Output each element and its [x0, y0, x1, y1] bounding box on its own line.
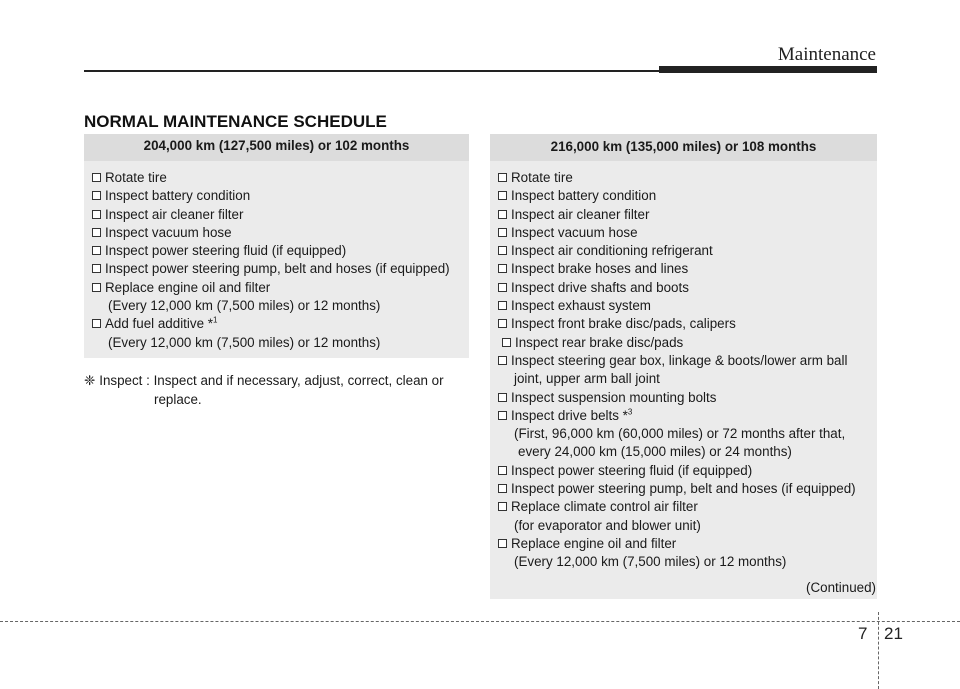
list-item: Rotate tire [92, 169, 469, 187]
list-item: Inspect battery condition [498, 187, 877, 205]
footnote-marker: 3 [627, 407, 633, 417]
item-detail: joint, upper arm ball joint [514, 371, 660, 387]
header-rule [84, 70, 659, 72]
checkbox-icon [498, 356, 507, 365]
checkbox-icon [498, 502, 507, 511]
checkbox-icon [92, 319, 101, 328]
checkbox-icon [498, 319, 507, 328]
chapter-number: 7 [858, 624, 868, 643]
list-item: Inspect vacuum hose [498, 224, 877, 242]
item-detail: (Every 12,000 km (7,500 miles) or 12 months) [108, 334, 381, 350]
checkbox-icon [498, 210, 507, 219]
checkbox-icon [498, 466, 507, 475]
checkbox-icon [498, 393, 507, 402]
checkbox-icon [498, 484, 507, 493]
checkbox-icon [502, 338, 511, 347]
item-detail: (for evaporator and blower unit) [514, 517, 701, 533]
checkbox-icon [92, 283, 101, 292]
list-item: Inspect drive shafts and boots [498, 279, 877, 297]
checkbox-icon [498, 246, 507, 255]
page-number: 21 [884, 624, 903, 643]
continued-label: (Continued) [806, 580, 876, 595]
list-item: Inspect air cleaner filter [92, 206, 469, 224]
list-item: Replace climate control air filter [498, 498, 877, 516]
list-item: Inspect power steering pump, belt and hoses (if equipped) [498, 480, 877, 498]
note-text: Inspect : Inspect and if necessary, adjust, correct, clean or [99, 373, 444, 388]
checkbox-icon [498, 539, 507, 548]
note-text-cont: replace. [154, 391, 202, 407]
list-item: Inspect battery condition [92, 187, 469, 205]
list-item: Inspect drive belts *$^3$ [498, 407, 877, 425]
list-item: Inspect vacuum hose [92, 224, 469, 242]
footer-rule [0, 621, 960, 622]
note-line [84, 372, 469, 391]
checkbox-icon [498, 173, 507, 182]
header-rule-accent [659, 66, 877, 73]
checkbox-icon [92, 246, 101, 255]
checkbox-icon [498, 191, 507, 200]
item-detail: (Every 12,000 km (7,500 miles) or 12 months) [108, 298, 381, 314]
item-detail: every 24,000 km (15,000 miles) or 24 months) [518, 444, 792, 460]
checkbox-icon [92, 264, 101, 273]
header-title: Maintenance [777, 44, 876, 65]
item-detail: (Every 12,000 km (7,500 miles) or 12 months) [514, 554, 787, 570]
checklist [84, 161, 469, 352]
inspect-note [84, 372, 469, 409]
footer-divider [878, 612, 879, 689]
schedule-panel-216000 [490, 134, 877, 599]
item-detail: (First, 96,000 km (60,000 miles) or 72 months after that, [514, 426, 846, 442]
list-item: Inspect air cleaner filter [498, 206, 877, 224]
checkbox-icon [92, 210, 101, 219]
panel-heading: 204,000 km (127,500 miles) or 102 months [84, 134, 469, 161]
checkbox-icon [498, 283, 507, 292]
list-item: Inspect exhaust system [498, 297, 877, 315]
list-item: Inspect steering gear box, linkage & boots/lower arm ball [498, 352, 877, 370]
checkbox-icon [498, 301, 507, 310]
checkbox-icon [498, 264, 507, 273]
checkbox-icon [498, 411, 507, 420]
list-item: Inspect air conditioning refrigerant [498, 242, 877, 260]
list-item: Replace engine oil and filter [498, 535, 877, 553]
list-item: Inspect power steering pump, belt and hoses (if equipped) [92, 260, 469, 278]
list-item: Add fuel additive *$^1$ [92, 315, 469, 333]
checklist [490, 161, 877, 572]
list-item: Rotate tire [498, 169, 877, 187]
list-item: Inspect power steering fluid (if equipped) [92, 242, 469, 260]
section-title: NORMAL MAINTENANCE SCHEDULE [84, 112, 387, 131]
checkbox-icon [498, 228, 507, 237]
list-item: Inspect front brake disc/pads, calipers [498, 315, 877, 333]
list-item: Inspect brake hoses and lines [498, 260, 877, 278]
panel-heading: 216,000 km (135,000 miles) or 108 months [490, 134, 877, 161]
note-mark-icon: ❈ [84, 373, 96, 388]
list-item: Inspect power steering fluid (if equipped) [498, 462, 877, 480]
schedule-panel-204000 [84, 134, 469, 358]
list-item: Inspect rear brake disc/pads [498, 334, 877, 352]
checkbox-icon [92, 173, 101, 182]
list-item: Replace engine oil and filter [92, 279, 469, 297]
checkbox-icon [92, 228, 101, 237]
checkbox-icon [92, 191, 101, 200]
footnote-marker: 1 [212, 315, 218, 325]
list-item: Inspect suspension mounting bolts [498, 389, 877, 407]
